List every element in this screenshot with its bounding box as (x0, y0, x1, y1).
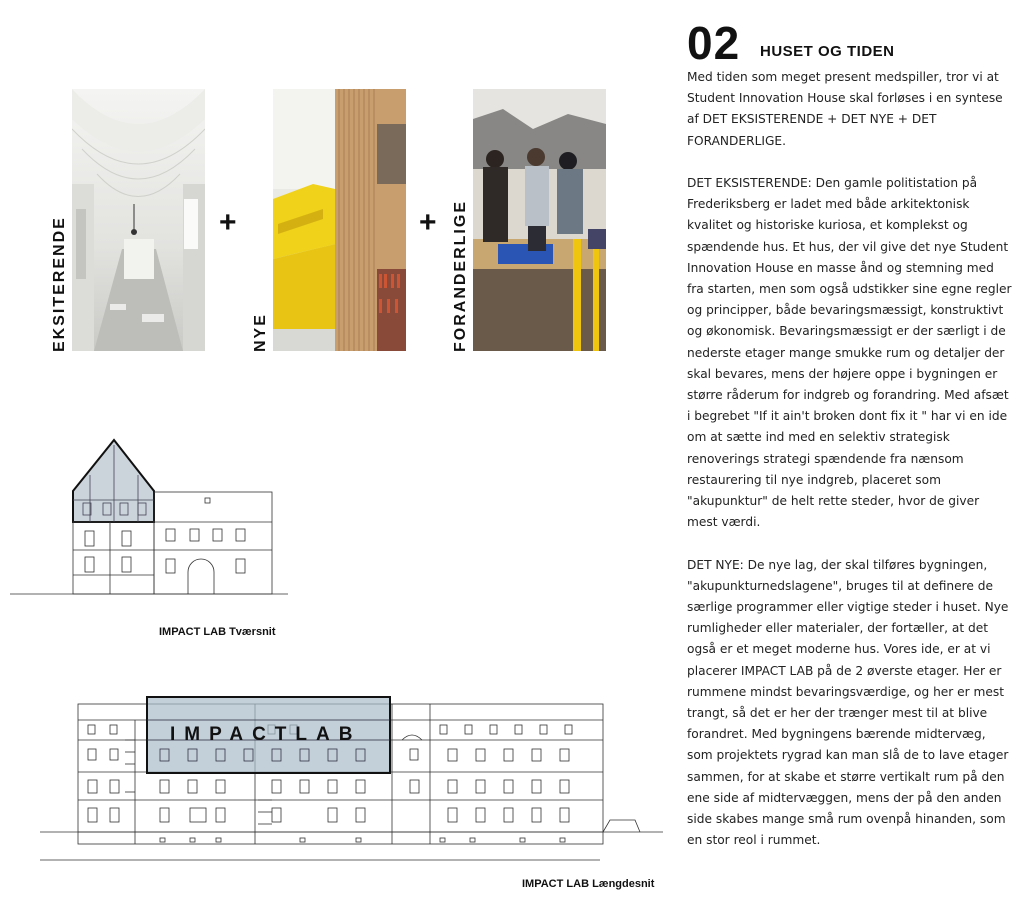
label-existing: EKSITERENDE (51, 216, 68, 352)
existing-paragraph: DET EKSISTERENDE: Den gamle politistation på Frederiksberg er ladet med både arkitektonisk kvalitet og historiske kuriosa, et komplekst og spændende hus. Et hus, der vil give det nye Student Innovation House en masse ånd og stemning med fra starten, men som også udstikker sine egne regler og principper, både bevaringsmæssigt, konstruktivt og økonomisk. Bevaringsmæssigt er der særligt i de nederste etager mange smukke rum og detaljer der skal bevares, mens der højere oppe i bygningen er større råderum for indgreb og forandring. Med afsæt i begrebet "If it ain't broken dont fix it " har vi en ide om at sætte ind med en selektiv strategisk renoverings strategi spændende fra nænsom restaurering til nye indgreb, placeret som "akupunktur" de helt rette steder, hvor de giver mest værdi. (687, 176, 1012, 530)
intro-paragraph: Med tiden som meget present medspiller, tror vi at Student Innovation House skal forløses i en syntese af DET EKSISTERENDE + DET NYE + DET FORANDERLIGE. (687, 70, 1003, 148)
plus-sign-2: + (419, 206, 437, 239)
long-section-drawing (40, 692, 665, 872)
photo-existing-corridor (72, 89, 205, 351)
section-number: 02 (687, 17, 741, 69)
label-changeable: FORANDERLIGE (452, 200, 469, 352)
cross-section-caption: IMPACT LAB Tværsnit (159, 626, 276, 638)
new-paragraph: DET NYE: De nye lag, der skal tilføres bygningen, "akupunkturnedslagene", bruges til at definere de særlige programmer eller vigtige steder i huset. Nye rumligheder eller materialer, der fortæller, at det også er et meget moderne hus. Vores ide, er at vi placerer IMPACT LAB på de 2 øverste etager. Her er rummene mindst bevaringsværdige, og her er mest trangt, så det er her der trænger mest til at blive forandret. Med bygningens bærende midtervæg, som projektets rygrad kan man slå de to lave etager sammen, for at skabe et større vertikalt rum på den ene side af midtervæggen, mens der på den anden side skabes mange små rum ovenpå hinanden, som en stor reol i rummet. (687, 557, 1009, 848)
cross-section-drawing (10, 435, 290, 615)
photo-changeable-workshop (473, 89, 606, 351)
body-text (687, 67, 1012, 873)
photo-new-stairs (273, 89, 406, 351)
long-section-caption: IMPACT LAB Længdesnit (522, 878, 655, 890)
impact-lab-label: IMPACTLAB (170, 724, 362, 745)
label-new: NYE (252, 313, 269, 352)
plus-sign-1: + (219, 206, 237, 239)
section-title: HUSET OG TIDEN (760, 43, 895, 60)
